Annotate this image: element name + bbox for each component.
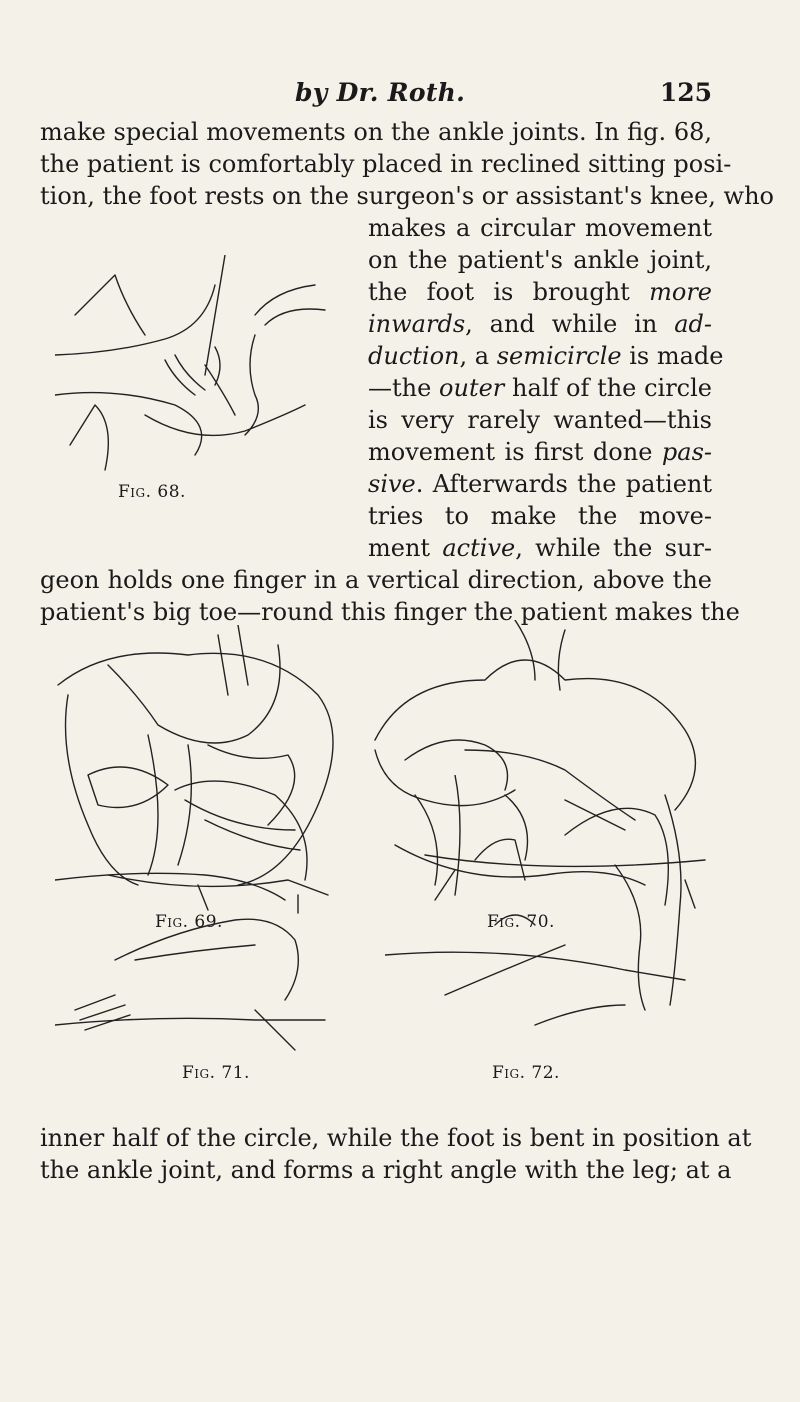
wrap-line-10: tries to make the move- bbox=[368, 502, 712, 530]
fig-68-caption: Fig. 68. bbox=[118, 482, 186, 502]
page-number: 125 bbox=[659, 78, 712, 107]
fig-69-caption: Fig. 69. bbox=[155, 912, 223, 932]
wrap-line-8: movement is first done pas- bbox=[368, 438, 712, 466]
fig-72-illustration bbox=[385, 775, 695, 1070]
running-head: by Dr. Roth. bbox=[295, 78, 466, 107]
body-line-2: the patient is comfortably placed in reclined sitting posi- bbox=[40, 150, 732, 178]
fig-71-caption: Fig. 71. bbox=[182, 1063, 250, 1083]
body-line-1: make special movements on the ankle joints. In fig. 68, bbox=[40, 118, 712, 146]
wrap-line-3: the foot is brought more bbox=[368, 278, 712, 306]
wrap-line-11: ment active, while the sur- bbox=[368, 534, 712, 562]
wrap-line-1: makes a circular movement bbox=[368, 214, 712, 242]
body-line-4: geon holds one finger in a vertical direction, above the bbox=[40, 566, 712, 594]
fig-72-caption: Fig. 72. bbox=[492, 1063, 560, 1083]
body-line-3: tion, the foot rests on the surgeon's or assistant's knee, who bbox=[40, 182, 774, 210]
fig-70-caption: Fig. 70. bbox=[487, 912, 555, 932]
wrap-line-9: sive. Afterwards the patient bbox=[368, 470, 712, 498]
wrap-line-4: inwards, and while in ad- bbox=[368, 310, 712, 338]
page-header bbox=[40, 78, 712, 108]
body-line-6: inner half of the circle, while the foot is bent in position at bbox=[40, 1124, 752, 1152]
body-line-5: patient's big toe—round this finger the patient makes the bbox=[40, 598, 740, 626]
body-line-7: the ankle joint, and forms a right angle with the leg; at a bbox=[40, 1156, 732, 1184]
wrap-line-5: duction, a semicircle is made bbox=[368, 342, 724, 370]
wrap-line-6: —the outer half of the circle bbox=[368, 374, 713, 402]
wrap-line-7: is very rarely wanted—this bbox=[368, 406, 712, 434]
wrap-line-2: on the patient's ankle joint, bbox=[368, 246, 712, 274]
fig-71-illustration bbox=[55, 770, 345, 1065]
fig-68-illustration bbox=[55, 255, 355, 485]
